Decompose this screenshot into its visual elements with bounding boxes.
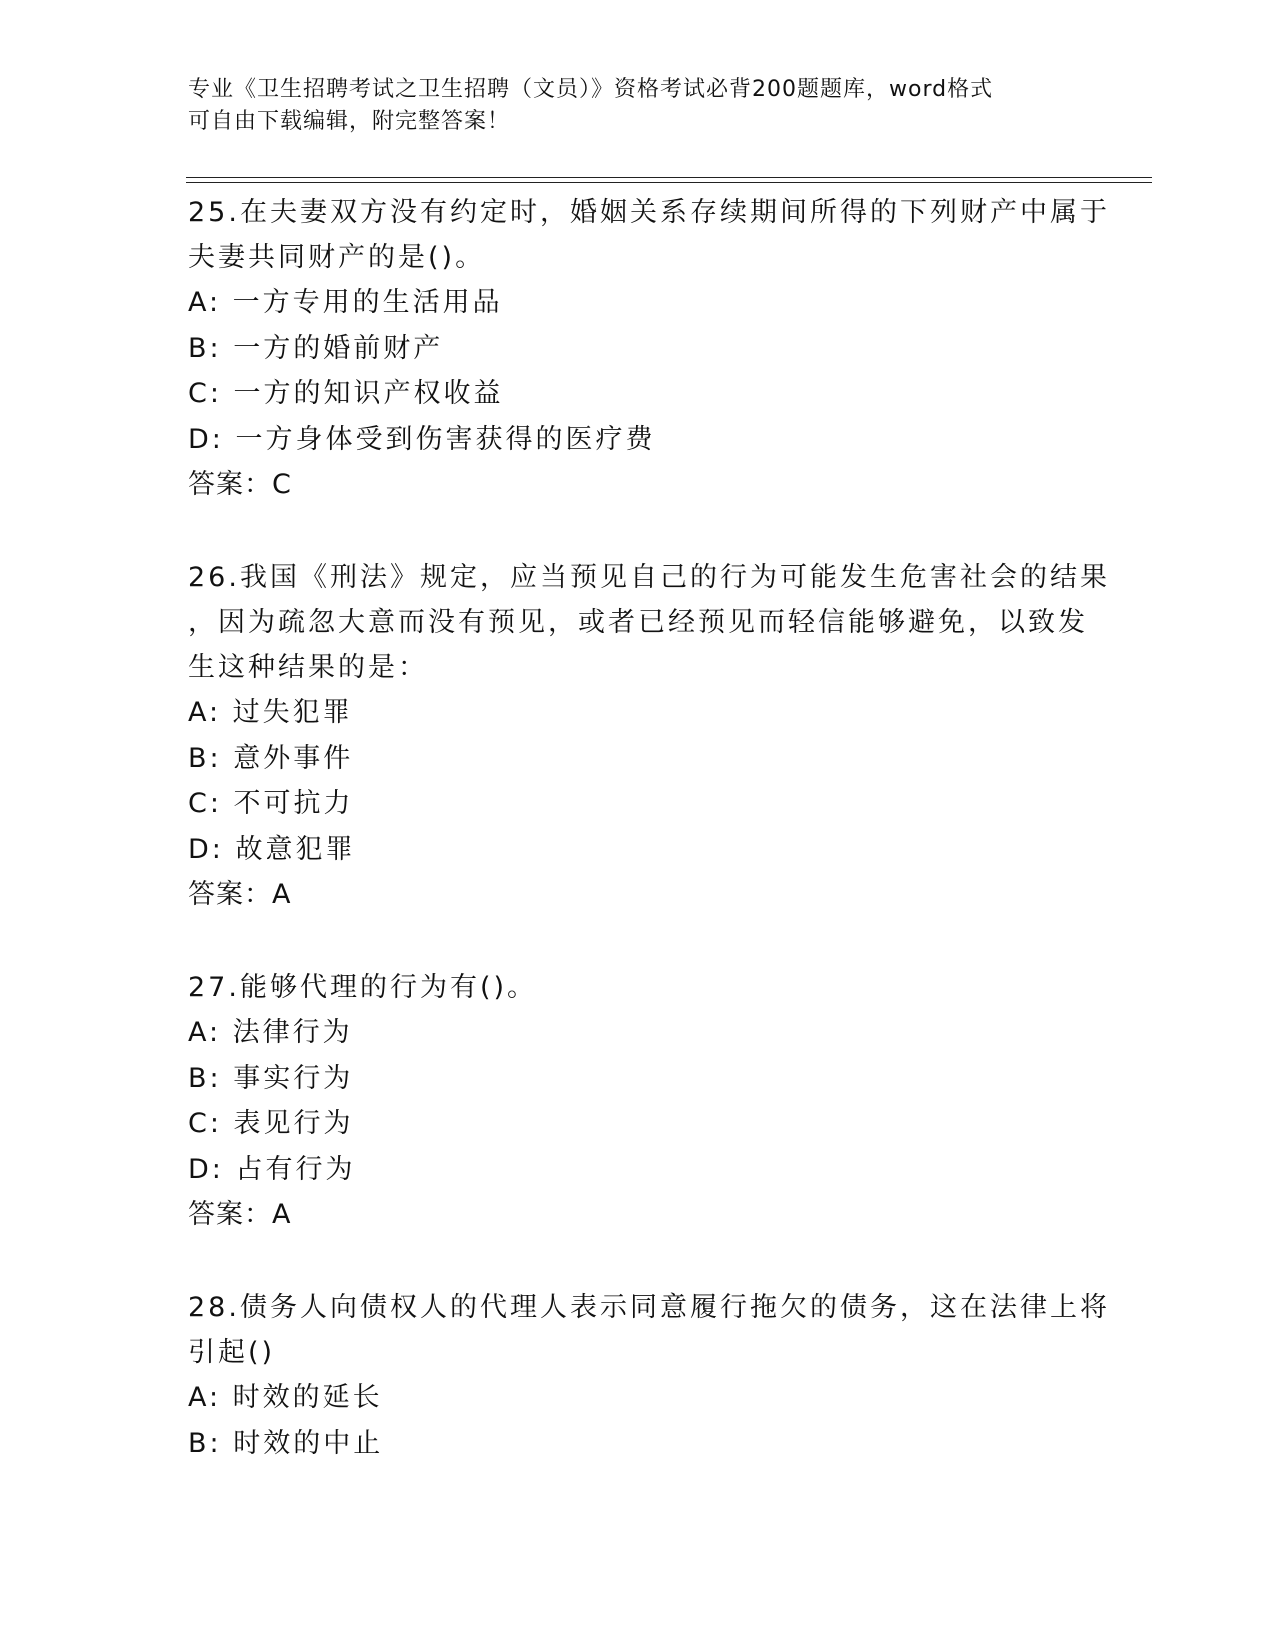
question-block: [188, 1285, 1110, 1466]
answer-option: D: 故意犯罪: [188, 833, 356, 865]
question-list: [188, 190, 1110, 1514]
header-line-1: 专业《卫生招聘考试之卫生招聘（文员）》资格考试必背200题题库，word格式: [188, 77, 994, 102]
question-block: [188, 190, 1110, 507]
answer-option: B: 一方的婚前财产: [188, 332, 444, 364]
document-header: [188, 74, 1068, 138]
answer-option: A: 法律行为: [188, 1017, 353, 1048]
answer-option: C: 一方的知识产权收益: [188, 378, 504, 409]
answer-option: A: 一方专用的生活用品: [188, 287, 503, 318]
question-text: 夫妻共同财产的是()。: [188, 242, 486, 273]
answer-option: A: 过失犯罪: [188, 697, 353, 728]
question-text: 25.在夫妻双方没有约定时，婚姻关系存续期间所得的下列财产中属于: [188, 197, 1110, 228]
question-block: [188, 965, 1088, 1237]
answer-key: 答案：A: [188, 879, 292, 910]
answer-option: B: 时效的中止: [188, 1427, 384, 1459]
header-divider-top: [186, 177, 1152, 178]
question-text: 28.债务人向债权人的代理人表示同意履行拖欠的债务，这在法律上将: [188, 1292, 1110, 1323]
question-text: 26.我国《刑法》规定，应当预见自己的行为可能发生危害社会的结果: [188, 562, 1110, 593]
answer-option: B: 事实行为: [188, 1062, 354, 1094]
answer-option: C: 不可抗力: [188, 788, 354, 819]
answer-option: D: 一方身体受到伤害获得的医疗费: [188, 423, 656, 455]
answer-option: B: 意外事件: [188, 742, 354, 774]
question-text: 生这种结果的是：: [188, 652, 428, 683]
answer-key: 答案：C: [188, 469, 292, 500]
answer-option: D: 占有行为: [188, 1153, 356, 1185]
answer-option: A: 时效的延长: [188, 1382, 383, 1413]
answer-option: C: 表见行为: [188, 1108, 354, 1139]
header-line-2: 可自由下载编辑，附完整答案！: [188, 109, 511, 134]
question-text: 27.能够代理的行为有()。: [188, 972, 538, 1003]
question-text: 引起(): [188, 1337, 276, 1368]
question-block: [188, 555, 1110, 917]
header-divider-bottom: [186, 182, 1152, 183]
question-text: ，因为疏忽大意而没有预见，或者已经预见而轻信能够避免，以致发: [188, 607, 1088, 638]
answer-key: 答案：A: [188, 1199, 292, 1230]
